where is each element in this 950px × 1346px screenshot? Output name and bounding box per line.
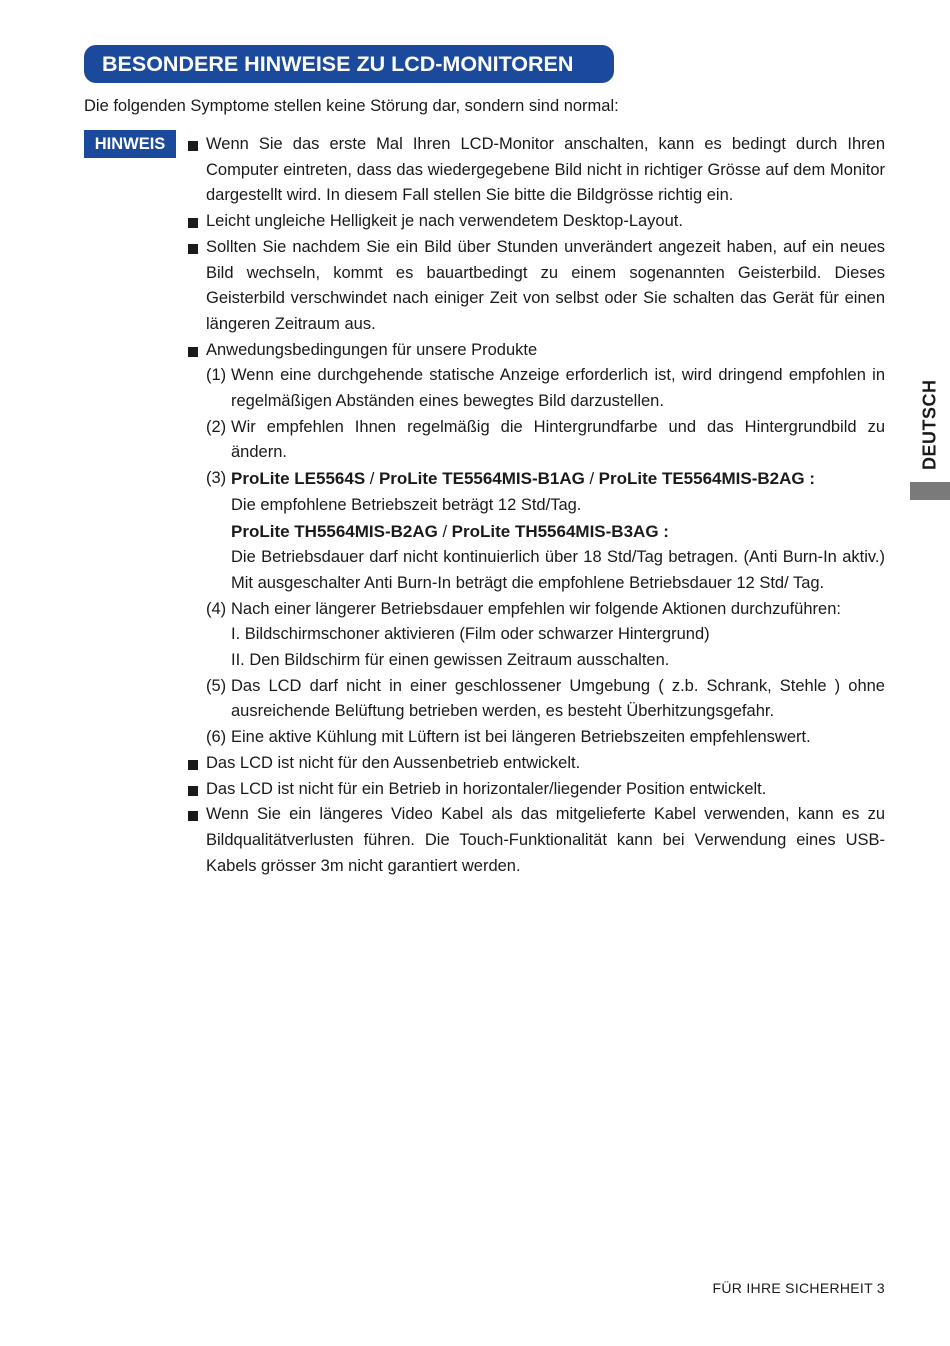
model-name: ProLite TE5564MIS-B1AG — [378, 469, 585, 489]
condition-text: Wenn eine durchgehende statische Anzeige erforderlich ist, wird dringend empfohlen in regelmäßigen Abständen eines bewegtes Bild darzustellen. — [231, 366, 885, 411]
list-item: Das LCD ist nicht für ein Betrieb in horizontaler/liegender Position entwickelt. — [188, 777, 885, 803]
language-tab-label: DEUTSCH — [919, 379, 940, 471]
notes-list — [188, 132, 885, 879]
list-item: Wenn Sie ein längeres Video Kabel als das mitgelieferte Kabel verwenden, kann es zu Bildqualitätverlusten führen. Die Touch-Funktionalität kann bei Verwendung eines USB-Kabels grösser 3m nicht garantiert werden. — [188, 802, 885, 879]
condition-3 — [188, 466, 885, 597]
condition-6 — [188, 725, 885, 751]
condition-text: Die Betriebsdauer darf nicht kontinuierlich über 18 Std/Tag betragen. (Anti Burn-In aktiv.) Mit ausgeschalter Anti Burn-In beträgt die empfohlene Betriebsdauer 12 Std/ Tag. — [231, 548, 885, 592]
condition-text: Nach einer längerer Betriebsdauer empfehlen wir folgende Aktionen durchzuführen: — [231, 599, 841, 618]
separator: / — [437, 522, 452, 541]
condition-2 — [188, 415, 885, 466]
language-tab — [910, 370, 950, 500]
separator: / — [584, 470, 599, 489]
intro-text: Die folgenden Symptome stellen keine Störung dar, sondern sind normal: — [84, 97, 619, 115]
list-item: Anwedungsbedingungen für unsere Produkte — [188, 338, 885, 364]
separator: / — [365, 470, 379, 489]
model-name: ProLite TH5564MIS-B2AG — [231, 521, 438, 541]
condition-4 — [188, 597, 885, 674]
condition-number: (5) — [206, 676, 227, 695]
section-title: BESONDERE HINWEISE ZU LCD-MONITOREN — [84, 45, 614, 83]
condition-number: (4) — [206, 599, 227, 618]
model-name: ProLite LE5564S — [231, 469, 366, 489]
language-tab-bar — [910, 482, 950, 500]
condition-number: (1) — [206, 366, 227, 385]
page-footer: FÜR IHRE SICHERHEIT 3 — [712, 1280, 885, 1296]
condition-text: Eine aktive Kühlung mit Lüftern ist bei längeren Betriebszeiten empfehlenswert. — [231, 728, 811, 747]
condition-text: Die empfohlene Betriebszeit beträgt 12 Std/Tag. — [231, 495, 582, 514]
condition-subitem: I. Bildschirmschoner aktivieren (Film oder schwarzer Hintergrund) — [231, 625, 710, 644]
list-item: Wenn Sie das erste Mal Ihren LCD-Monitor anschalten, kann es bedingt durch Ihren Computer eintreten, dass das wiedergegebene Bild nicht in richtiger Grösse auf dem Monitor dargestellt wird. In diesem Fall stellen Sie bitte die Bildgrösse richtig ein. — [188, 132, 885, 209]
condition-number: (2) — [206, 417, 227, 436]
list-item: Das LCD ist nicht für den Aussenbetrieb entwickelt. — [188, 751, 885, 777]
condition-subitem: II. Den Bildschirm für einen gewissen Zeitraum ausschalten. — [231, 651, 670, 670]
list-item: Sollten Sie nachdem Sie ein Bild über Stunden unverändert angezeit haben, auf ein neues Bild wechseln, kommt es bauartbedingt zu einem sogenannten Geisterbild. Dieses Geisterbild verschwindet nach einiger Zeit von selbst oder Sie schalten das Gerät für einen längeren Zeitraum aus. — [188, 235, 885, 338]
condition-number: (6) — [206, 728, 227, 747]
condition-text: Das LCD darf nicht in einer geschlossener Umgebung ( z.b. Schrank, Stehle ) ohne ausreichende Belüftung betrieben werden, es besteht Überhitzungsgefahr. — [231, 676, 885, 721]
condition-1 — [188, 363, 885, 414]
condition-text: Wir empfehlen Ihnen regelmäßig die Hintergrundfarbe und das Hintergrundbild zu ändern. — [231, 417, 885, 462]
condition-5 — [188, 674, 885, 725]
condition-number: (3) — [206, 469, 227, 488]
list-item: Leicht ungleiche Helligkeit je nach verwendetem Desktop-Layout. — [188, 209, 885, 235]
model-name: ProLite TH5564MIS-B3AG : — [451, 521, 669, 541]
hinweis-badge: HINWEIS — [84, 130, 176, 158]
model-name: ProLite TE5564MIS-B2AG : — [598, 469, 815, 489]
